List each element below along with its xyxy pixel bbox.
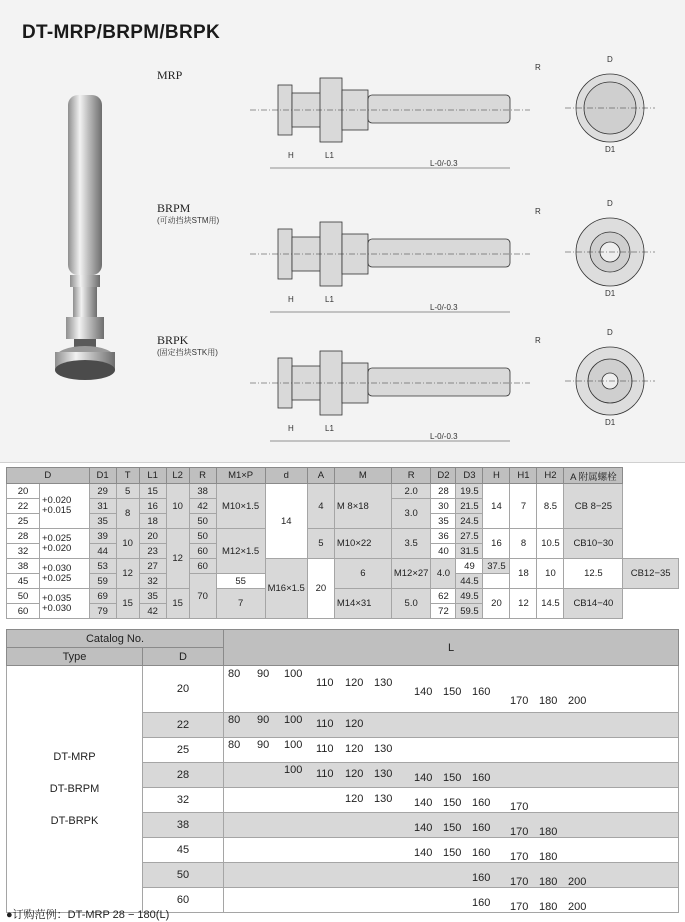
col-L2: L2 — [166, 468, 189, 484]
d-value: 45 — [143, 838, 224, 863]
cell: 49.5 — [456, 589, 483, 604]
cell: 20 — [7, 484, 40, 499]
cell: CB 8−25 — [564, 484, 623, 529]
svg-text:L1: L1 — [325, 424, 334, 433]
col-L1: L1 — [139, 468, 166, 484]
svg-text:R: R — [535, 336, 541, 345]
cell: 8.5 — [537, 484, 564, 529]
col-M: M — [334, 468, 391, 484]
svg-text:R: R — [535, 63, 541, 72]
l-value: 110 — [316, 717, 334, 730]
cell: M10×1.5 — [216, 484, 265, 529]
l-value: 160 — [472, 772, 491, 784]
cell: 28 — [7, 529, 40, 544]
cell: 20 — [139, 529, 166, 544]
cell: 18 — [510, 559, 537, 589]
d-value: 28 — [143, 763, 224, 788]
svg-text:D: D — [607, 328, 613, 337]
col-A: A — [307, 468, 334, 484]
cell: 4.0 — [431, 559, 456, 589]
spec-header-row — [7, 468, 679, 484]
type-label: DT-BRPK — [50, 815, 99, 827]
cell: 21.5 — [456, 499, 483, 514]
col-D2: D2 — [431, 468, 456, 484]
cell: 27.5 — [456, 529, 483, 544]
l-values — [224, 666, 679, 713]
l-value: 80 — [228, 738, 241, 751]
cell: 8 — [510, 529, 537, 559]
cell: 30 — [431, 499, 456, 514]
col-D3: D3 — [456, 468, 483, 484]
type-label: DT-BRPM — [49, 783, 100, 795]
d-value: 38 — [143, 813, 224, 838]
l-values — [224, 863, 679, 888]
l-value: 130 — [374, 767, 393, 780]
cell: 7 — [510, 484, 537, 529]
cell: 38 — [7, 559, 40, 574]
l-value: 150 — [443, 686, 462, 698]
cell: 3.0 — [391, 499, 431, 529]
cell: 5 — [307, 529, 334, 559]
l-value: 90 — [257, 738, 270, 751]
l-values — [224, 713, 679, 738]
l-value: 180 — [539, 876, 558, 889]
svg-text:H: H — [288, 295, 294, 304]
d-header: D — [143, 648, 224, 666]
cell: 37.5 — [483, 559, 510, 574]
table-row — [7, 484, 679, 499]
l-value: 160 — [472, 847, 491, 859]
cell: 32 — [7, 544, 40, 559]
cell: 2.0 — [391, 484, 431, 499]
l-value: 150 — [443, 772, 462, 784]
d-value: 32 — [143, 788, 224, 813]
l-value: 120 — [345, 677, 364, 689]
l-value: 150 — [443, 822, 462, 834]
cell: M16×1.5 — [265, 559, 307, 619]
cell: 50 — [189, 529, 216, 544]
l-value: 80 — [228, 668, 241, 680]
table-row — [7, 589, 679, 604]
l-value: 180 — [539, 901, 558, 914]
l-value: 140 — [414, 686, 433, 698]
l-value: 160 — [472, 897, 491, 909]
cell: 3.5 — [391, 529, 431, 559]
l-values — [224, 838, 679, 863]
l-value: 160 — [472, 872, 491, 884]
drawing-label-brpm: BRPM — [157, 201, 191, 215]
cell: M12×1.5 — [216, 529, 265, 574]
svg-text:D1: D1 — [605, 145, 616, 154]
svg-text:L1: L1 — [325, 151, 334, 160]
drawing-label-brpk: BRPK — [157, 333, 189, 347]
l-value: 100 — [284, 763, 303, 776]
cell: 36 — [431, 529, 456, 544]
l-value: 180 — [539, 851, 558, 864]
l-value: 160 — [472, 822, 491, 834]
cell: 62 — [431, 589, 456, 604]
l-value: 130 — [374, 677, 393, 689]
cell: 59.5 — [456, 604, 483, 619]
svg-text:L-0/-0.3: L-0/-0.3 — [430, 432, 458, 441]
cell: 20 — [483, 589, 510, 619]
cell: 14 — [265, 484, 307, 559]
cell: 42 — [139, 604, 166, 619]
l-value: 140 — [414, 847, 433, 859]
l-value: 120 — [345, 792, 364, 805]
l-value: 160 — [472, 686, 491, 698]
svg-text:L-0/-0.3: L-0/-0.3 — [430, 303, 458, 312]
type-list — [7, 666, 143, 913]
d-value: 25 — [143, 738, 224, 763]
cell: 15 — [139, 484, 166, 499]
cell: 53 — [89, 559, 116, 574]
cell: M10×22 — [334, 529, 391, 559]
cell: 40 — [431, 544, 456, 559]
cell: +0.030 +0.025 — [40, 559, 90, 589]
col-R: R — [189, 468, 216, 484]
l-value: 140 — [414, 822, 433, 834]
product-photo — [40, 90, 135, 390]
l-value: 170 — [510, 801, 529, 814]
cell: 5.0 — [391, 589, 431, 619]
l-values — [224, 888, 679, 913]
col-bolt: A 附属螺栓 — [564, 468, 623, 484]
l-value: 130 — [374, 792, 393, 805]
cell: M12×27 — [391, 559, 431, 589]
l-value: 110 — [316, 742, 334, 755]
l-values — [224, 813, 679, 838]
cell: 16 — [139, 499, 166, 514]
l-value: 100 — [284, 668, 303, 680]
cell: 24.5 — [456, 514, 483, 529]
cell: 14.5 — [537, 589, 564, 619]
cell: 35 — [89, 514, 116, 529]
cell: 49 — [456, 559, 483, 574]
svg-text:H: H — [288, 424, 294, 433]
drawing-label-mrp: MRP — [157, 68, 183, 82]
cell: 10 — [166, 484, 189, 529]
col-M1P: M1×P — [216, 468, 265, 484]
l-value: 120 — [345, 767, 364, 780]
col-H: H — [483, 468, 510, 484]
cell: 15 — [166, 589, 189, 619]
order-example: ●订购范例：DT-MRP 28 − 180(L) — [6, 909, 170, 921]
l-value: 170 — [510, 851, 529, 864]
cell: 12.5 — [564, 559, 623, 589]
l-value: 110 — [316, 767, 334, 780]
drawing-sub-brpm: (可动挡块STM用) — [157, 216, 220, 225]
cell: 31 — [89, 499, 116, 514]
spec-table — [6, 467, 679, 619]
cell: 7 — [216, 589, 265, 619]
svg-text:D1: D1 — [605, 418, 616, 427]
cell: 10.5 — [537, 529, 564, 559]
cell: 25 — [7, 514, 40, 529]
cell: 50 — [7, 589, 40, 604]
d-value: 50 — [143, 863, 224, 888]
l-value: 150 — [443, 847, 462, 859]
col-R2: R — [391, 468, 431, 484]
col-D: D — [7, 468, 90, 484]
cell: 28 — [431, 484, 456, 499]
l-header: L — [224, 630, 679, 666]
cell: +0.025 +0.020 — [40, 529, 90, 559]
cell: 44.5 — [456, 574, 483, 589]
col-H1: H1 — [510, 468, 537, 484]
cell: 38 — [189, 484, 216, 499]
cell: +0.020 +0.015 — [40, 484, 90, 529]
cell: 10 — [537, 559, 564, 589]
cell: 59 — [89, 574, 116, 589]
cell: CB10−30 — [564, 529, 623, 559]
l-value: 170 — [510, 876, 529, 889]
l-value: 170 — [510, 901, 529, 914]
l-value: 140 — [414, 772, 433, 784]
svg-text:D: D — [607, 199, 613, 208]
cell: 4 — [307, 484, 334, 529]
cell: 45 — [7, 574, 40, 589]
cell: 44 — [89, 544, 116, 559]
l-value: 90 — [257, 668, 270, 680]
cell: 8 — [116, 499, 139, 529]
col-d: d — [265, 468, 307, 484]
cell: 69 — [89, 589, 116, 604]
l-value: 200 — [568, 901, 587, 914]
l-value: 80 — [228, 713, 241, 726]
cell: 29 — [89, 484, 116, 499]
l-value: 120 — [345, 717, 364, 730]
d-value: 60 — [143, 888, 224, 913]
cell: 35 — [139, 589, 166, 604]
l-values — [224, 738, 679, 763]
cell: 12 — [116, 559, 139, 589]
table-row — [7, 559, 679, 574]
l-value: 180 — [539, 695, 558, 707]
cell: 42 — [189, 499, 216, 514]
cell: 12 — [166, 529, 189, 589]
svg-text:H: H — [288, 151, 294, 160]
cell: 19.5 — [456, 484, 483, 499]
cell: 50 — [189, 514, 216, 529]
l-value: 110 — [316, 677, 334, 689]
cell: 60 — [7, 604, 40, 619]
cell: 14 — [483, 484, 510, 529]
l-values — [224, 763, 679, 788]
page-title: DT-MRP/BRPM/BRPK — [22, 22, 220, 43]
cell: 5 — [116, 484, 139, 499]
l-values — [224, 788, 679, 813]
l-value: 100 — [284, 738, 303, 751]
l-value: 160 — [472, 797, 491, 809]
l-value: 200 — [568, 876, 587, 889]
cell: 60 — [189, 559, 216, 574]
svg-text:L1: L1 — [325, 295, 334, 304]
cell: 55 — [216, 574, 265, 589]
cell: 31.5 — [456, 544, 483, 559]
svg-text:D1: D1 — [605, 289, 616, 298]
cell: +0.035 +0.030 — [40, 589, 90, 619]
l-value: 90 — [257, 713, 270, 726]
col-H2: H2 — [537, 468, 564, 484]
cell: 70 — [189, 574, 216, 619]
cell: 18 — [139, 514, 166, 529]
cell: 79 — [89, 604, 116, 619]
table-row — [7, 666, 679, 713]
catalog-header: Catalog No. — [7, 630, 224, 648]
cell: 20 — [307, 559, 334, 619]
cell: M14×31 — [334, 589, 391, 619]
l-value: 140 — [414, 797, 433, 809]
l-value: 180 — [539, 826, 558, 839]
col-D1: D1 — [89, 468, 116, 484]
cell: 72 — [431, 604, 456, 619]
cell: 16 — [483, 529, 510, 559]
table-row — [7, 529, 679, 544]
svg-text:R: R — [535, 207, 541, 216]
svg-text:D: D — [607, 55, 613, 64]
drawing-sub-brpk: (固定挡块STK用) — [157, 348, 218, 357]
cell: 10 — [116, 529, 139, 559]
cell: 27 — [139, 559, 166, 574]
cell: CB14−40 — [564, 589, 623, 619]
cell: 60 — [189, 544, 216, 559]
cell: 6 — [334, 559, 391, 589]
l-value: 130 — [374, 742, 393, 755]
cell: M 8×18 — [334, 484, 391, 529]
svg-text:L-0/-0.3: L-0/-0.3 — [430, 159, 458, 168]
cell: 22 — [7, 499, 40, 514]
technical-drawings — [150, 48, 680, 453]
d-value: 22 — [143, 713, 224, 738]
cell: 39 — [89, 529, 116, 544]
l-value: 170 — [510, 695, 529, 707]
cell: 32 — [139, 574, 166, 589]
cell: 35 — [431, 514, 456, 529]
type-header: Type — [7, 648, 143, 666]
cell: 23 — [139, 544, 166, 559]
l-value: 200 — [568, 695, 587, 707]
l-value: 170 — [510, 826, 529, 839]
l-value: 120 — [345, 742, 364, 755]
l-value: 150 — [443, 797, 462, 809]
type-label: DT-MRP — [53, 751, 96, 763]
cell: CB12−35 — [623, 559, 679, 589]
d-value: 20 — [143, 666, 224, 713]
catalog-table — [6, 629, 679, 913]
col-T: T — [116, 468, 139, 484]
l-value: 100 — [284, 713, 303, 726]
cell: 12 — [510, 589, 537, 619]
cell: 15 — [116, 589, 139, 619]
